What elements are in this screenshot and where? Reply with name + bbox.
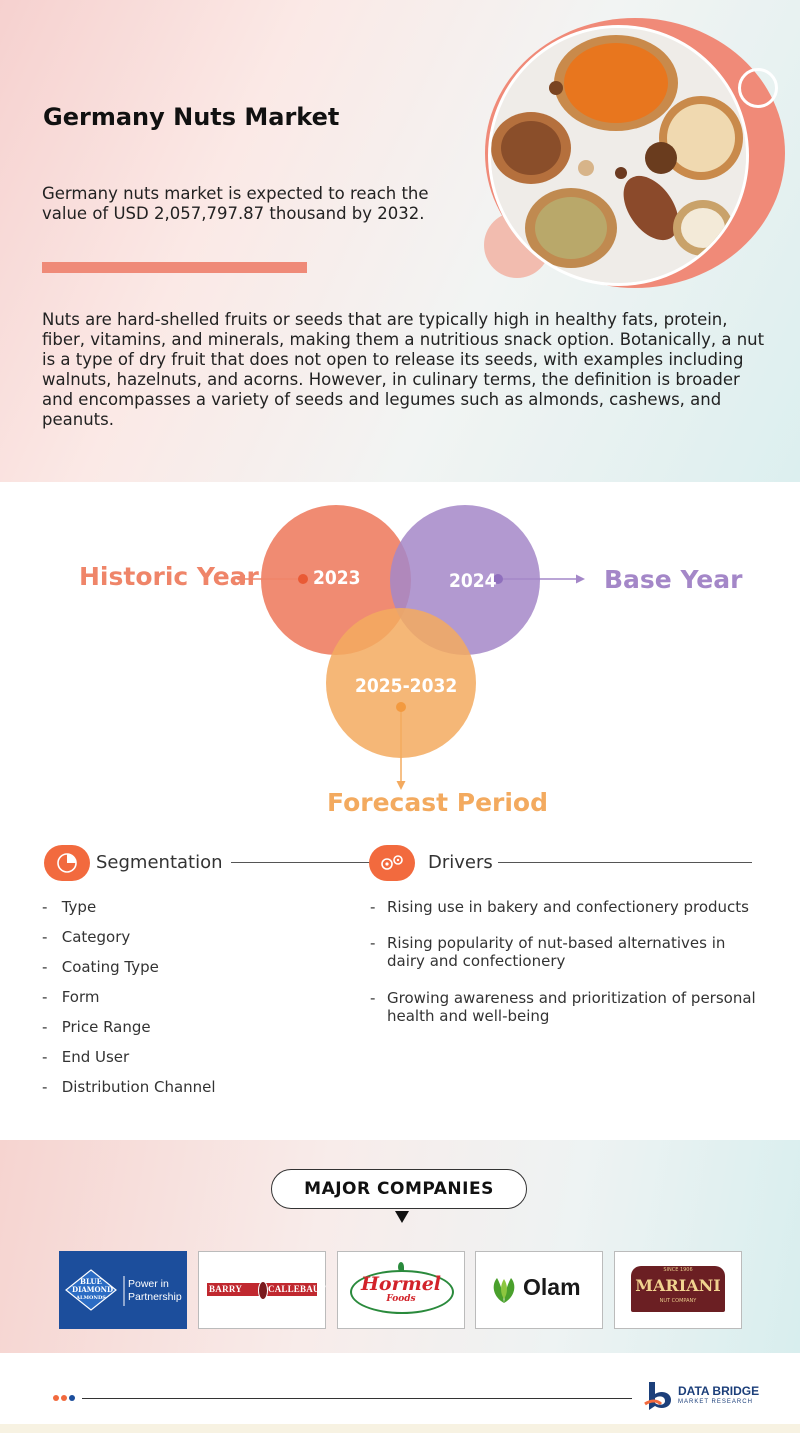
olam-logo <box>475 1251 603 1329</box>
footer-brand-sub: MARKET RESEARCH <box>678 1399 753 1405</box>
logo-text: DIAMOND <box>72 1285 114 1294</box>
logo-text: Foods <box>386 1294 416 1304</box>
list-item: - Form <box>42 988 100 1006</box>
pie-chart-icon <box>44 845 90 881</box>
list-item: - Type <box>42 898 97 916</box>
logo-text: SINCE 1906 <box>663 1267 693 1273</box>
dot-icon <box>61 1395 67 1401</box>
forecast-period-label: Forecast Period <box>327 788 548 817</box>
data-bridge-logo-icon <box>643 1378 677 1412</box>
market-description: Nuts are hard-shelled fruits or seeds that are typically high in healthy fats, protein, fiber, vitamins, and minerals, making them a nutritious snack option. Botanically, a nut is a type of dry fruit that does not open to release its seeds, with examples including walnuts, hazelnuts, and acorns. However, in culinary terms, the definition is broader and encompasses a variety of seeds and legumes such as almonds, cashews, and peanuts. <box>42 310 765 429</box>
drivers-heading: Drivers <box>428 852 493 873</box>
footer-band <box>0 1424 800 1433</box>
list-item: - Category <box>42 928 131 946</box>
base-year-label: Base Year <box>604 565 743 594</box>
logo-text: BLUE <box>80 1277 102 1286</box>
blue-diamond-logo <box>59 1251 187 1329</box>
dot-icon <box>69 1395 75 1401</box>
driver-text: Rising popularity of nut-based alternatives in dairy and confectionery <box>387 934 726 970</box>
page-title: Germany Nuts Market <box>43 103 340 131</box>
gears-icon <box>369 845 415 881</box>
segmentation-heading: Segmentation <box>96 852 223 873</box>
drivers-divider <box>498 862 752 863</box>
logo-text: CALLEBAUT <box>268 1284 326 1294</box>
nuts-bowls-image <box>488 25 749 286</box>
logo-text: NUT COMPANY <box>659 1298 697 1304</box>
list-item: - Coating Type <box>42 958 159 976</box>
timeline-arrows <box>0 480 800 800</box>
list-item: - <box>370 989 376 1007</box>
decorative-ring <box>738 68 778 108</box>
historic-year-label: Historic Year <box>79 562 259 591</box>
hormel-foods-logo <box>337 1251 465 1329</box>
olam-leaf-icon <box>489 1275 519 1305</box>
blue-diamond-tagline: Power in Partnership <box>128 1278 182 1303</box>
driver-text: Growing awareness and prioritization of personal health and well-being <box>387 989 756 1025</box>
mariani-logo <box>614 1251 742 1329</box>
list-item: - Price Range <box>42 1018 151 1036</box>
footer-brand: DATA BRIDGE <box>678 1384 760 1398</box>
logo-text: Olam <box>523 1274 581 1300</box>
driver-text: Rising use in bakery and confectionery products <box>387 898 749 916</box>
list-item: - Distribution Channel <box>42 1078 216 1096</box>
list-item: - End User <box>42 1048 130 1066</box>
segmentation-divider <box>231 862 371 863</box>
logo-text: ALMONDS <box>76 1295 106 1301</box>
logo-text: MARIANI <box>635 1276 721 1295</box>
major-companies-heading: MAJOR COMPANIES <box>271 1169 527 1209</box>
logo-text: BARRY <box>209 1284 243 1294</box>
accent-bar <box>42 262 307 273</box>
market-forecast-text: Germany nuts market is expected to reach the value of USD 2,057,797.87 thousand by 2032. <box>42 184 429 223</box>
down-arrow-icon <box>394 1210 410 1224</box>
logo-text: Hormel <box>360 1273 442 1295</box>
list-item: - <box>370 898 376 916</box>
base-year-value: 2024 <box>449 570 497 592</box>
dot-icon <box>53 1395 59 1401</box>
historic-year-value: 2023 <box>313 567 361 589</box>
drivers-icon-badge <box>369 845 415 881</box>
list-item: - <box>370 934 376 952</box>
forecast-years-value: 2025-2032 <box>355 675 458 697</box>
segmentation-icon-badge <box>44 845 90 881</box>
footer-divider <box>82 1398 632 1399</box>
barry-callebaut-logo <box>198 1251 326 1329</box>
